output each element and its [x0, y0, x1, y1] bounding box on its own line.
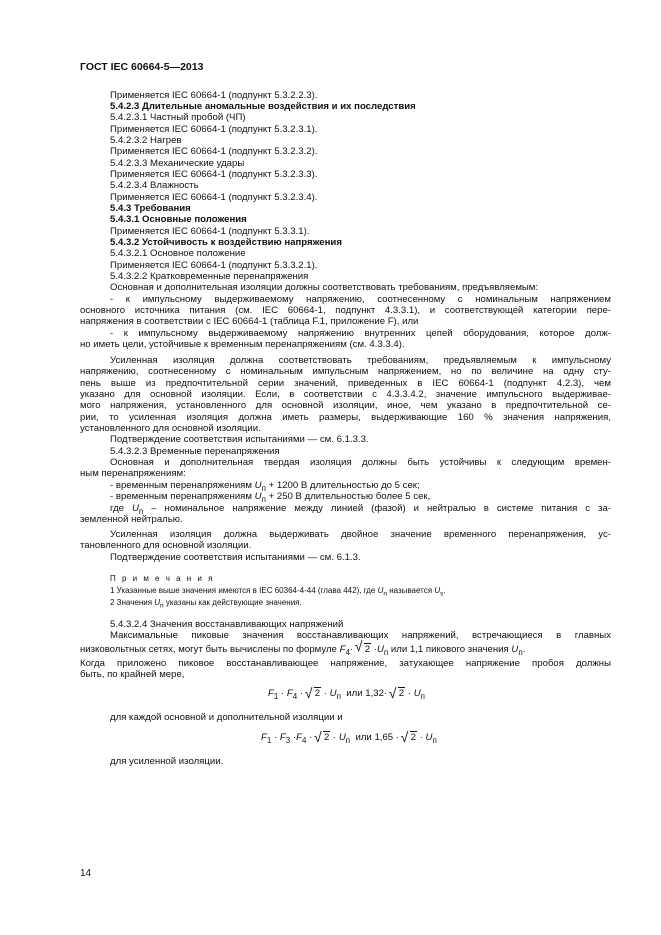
subsection-heading: 5.4.3.2.1 Основное положение — [110, 248, 246, 259]
text-line: Применяется IEC 60664-1 (подпункт 5.3.2.3.3). — [110, 169, 318, 180]
text-line: Подтверждение соответствия испытаниями — см. 6.1.3. — [110, 552, 361, 563]
page-number: 14 — [80, 868, 92, 879]
text-line: низковольтных сетях, могут быть вычислены по формуле $F_4\cdot$ √ $2 \cdot U_п$ или 1,1 пикового значения $U_п$. — [80, 644, 525, 658]
text-line: Основная и дополнительная твердая изоляция должны быть устойчивы к следующим времен- — [110, 457, 611, 468]
text-line: установленного для основной изоляции. — [80, 423, 261, 434]
text-line: - к импульсному выдерживаемому напряжению, соотнесенному с номинальным напряжением — [110, 294, 611, 305]
text-line: быть, по крайней мере, — [80, 669, 185, 680]
text-line: тановленного для основной изоляции. — [80, 540, 252, 551]
notes-heading: П р и м е ч а н и я — [110, 574, 215, 583]
text-line: Усиленная изоляция должна выдерживать двойное значение временного перенапряжения, ус- — [110, 529, 611, 540]
formula-2: $F_1 \cdot F_3 \cdot F_4$ · √ $2 \cdot U_п$ или 1,65 · √ $2 \cdot U_п$ — [261, 732, 437, 745]
subsection-heading: 5.4.2.3.3 Механические удары — [110, 158, 245, 169]
section-heading: 5.4.3.1 Основные положения — [110, 214, 247, 225]
section-heading: 5.4.2.3 Длительные аномальные воздействия и их последствия — [110, 101, 416, 112]
subsection-heading: 5.4.2.3.4 Влажность — [110, 180, 199, 191]
text-line: Применяется IEC 60664-1 (подпункт 5.3.2.3.1). — [110, 124, 318, 135]
text-line: рии, то усиленная изоляция должна иметь размеры, выдерживающие 160 % значения напряжения, — [80, 412, 611, 423]
text-line: для каждой основной и дополнительной изоляции и — [110, 712, 343, 723]
text-line: ным перенапряжениям: — [80, 468, 186, 479]
document-header: ГОСТ IEC 60664-5—2013 — [80, 61, 204, 73]
text-line: - к импульсному выдерживаемому напряжению внутренних цепей оборудования, которое долж- — [110, 328, 611, 339]
text-line: Применяется IEC 60664-1 (подпункт 5.3.3.2.1). — [110, 260, 318, 271]
text-line: напряжения в соответствии с IEC 60664-1 (таблица F.1, приложение F), или — [80, 316, 419, 327]
text-line: Усиленная изоляция должна соответствовать требованиям, предъявляемым к импульсному — [110, 355, 611, 366]
subsection-heading: 5.4.2.3.1 Частный пробой (ЧП) — [110, 112, 246, 123]
text-line: земленной нейтралью. — [80, 514, 183, 525]
text-line: но иметь цели, устойчивые к временным перенапряжениям (см. 4.3.3.4). — [80, 339, 405, 350]
text-line: для усиленной изоляции. — [110, 756, 224, 767]
subsection-heading: 5.4.3.2.3 Временные перенапряжения — [110, 446, 280, 457]
text-line: Применяется IEC 60664-1 (подпункт 5.3.2.2.3). — [110, 90, 318, 101]
text-line: где $U_п$ – номинальное напряжение между линией (фазой) и нейтралью в системе питания с за- — [110, 503, 612, 516]
text-line: мого напряжения, установленного для основной изоляции, иное, чем указано в предпочтительной се- — [80, 400, 611, 411]
formula-1: $F_1 \cdot F_4$ · √ $2 \cdot U_п$ или 1,32· √ $2 \cdot U_п$ — [268, 688, 425, 701]
note-1: 1 Указанные выше значения имеются в IEC 60364-4-44 (глава 442), где $U_п$ называется $U_s$. — [110, 586, 446, 598]
subsection-heading: 5.4.3.2.4 Значения восстанавливающих напряжений — [110, 619, 344, 630]
text-line: Когда приложено пиковое восстанавливающее напряжение, затухающее напряжение пробоя должны — [80, 658, 611, 669]
text-line: Применяется IEC 60664-1 (подпункт 5.3.3.1). — [110, 226, 310, 237]
subsection-heading: 5.4.3.2.2 Кратковременные перенапряжения — [110, 271, 309, 282]
text-line: Основная и дополнительная изоляции должны соответствовать требованиям, предъявляемым: — [110, 282, 539, 293]
text-line: пень выше из предпочтительной серии значений, приведенных в IEC 60664-1 (подпункт 4.2.3), чем — [80, 378, 611, 389]
section-heading: 5.4.3 Требования — [110, 203, 191, 214]
text-line: основного источника питания (см. IEC 60664-1, подпункт 4.3.3.1), и соответствующей категории пере- — [80, 305, 611, 316]
text-line: - временным перенапряжениям $U_п + 250$ В длительностью более 5 сек, — [110, 491, 431, 504]
text-line: Применяется IEC 60664-1 (подпункт 5.3.2.3.2). — [110, 146, 318, 157]
text-line: Применяется IEC 60664-1 (подпункт 5.3.2.3.4). — [110, 192, 318, 203]
section-heading: 5.4.3.2 Устойчивость к воздействию напряжения — [110, 237, 342, 248]
text-line: Подтверждение соответствия испытаниями — см. 6.1.3.3. — [110, 434, 369, 445]
text-line: Максимальные пиковые значения восстанавливающих напряжений, встречающиеся в главных — [110, 630, 611, 641]
note-2: 2 Значения $U_п$ указаны как действующие значения. — [110, 598, 302, 610]
text-line: напряжению, соотнесенному с номинальным импульсным напряжением, но по величине на одну сту- — [80, 366, 611, 377]
text-line: - временным перенапряжениям $U_п + 1200$ В длительностью до 5 сек; — [110, 480, 420, 493]
subsection-heading: 5.4.2.3.2 Нагрев — [110, 135, 182, 146]
text-line: указано для основной изоляции. Если, в соответствии с 4.3.3.4.2, значение импульсного выдерживае- — [80, 389, 611, 400]
